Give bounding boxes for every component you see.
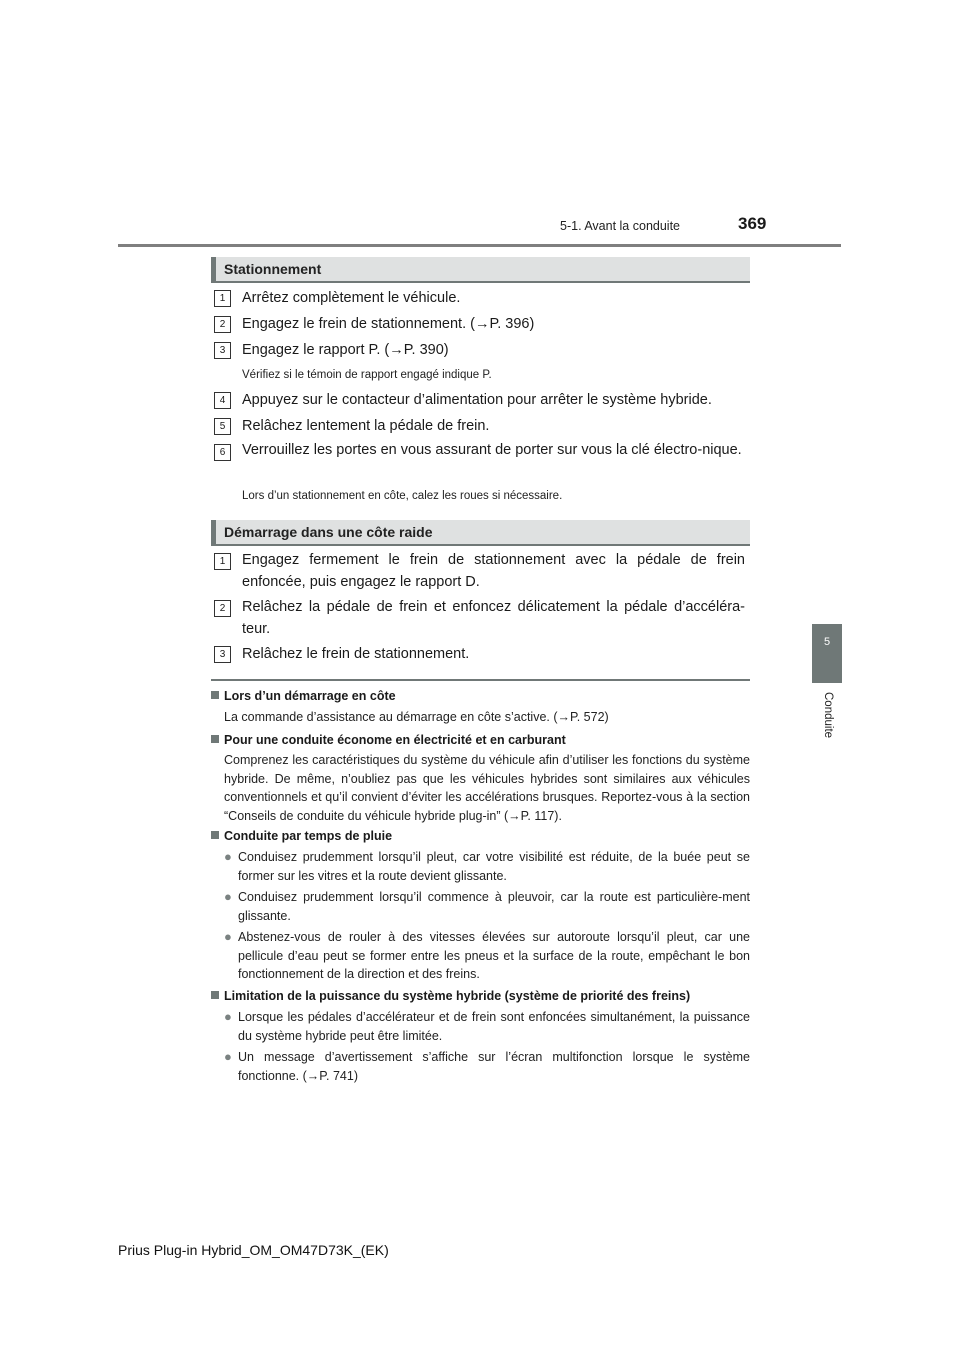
step-note: Vérifiez si le témoin de rapport engagé indique P. — [242, 369, 492, 381]
step-number: 4 — [214, 392, 231, 409]
bullet-text: Abstenez-vous de rouler à des vitesses élevées sur autoroute lorsqu’il pleut, car une pellicule d’eau peut se former entre les pneus et la surface de la route, empêchant le bon fonctionnement de la direction et des freins. — [238, 930, 750, 981]
chapter-tab — [812, 624, 842, 683]
step-number: 5 — [214, 418, 231, 435]
step-number: 2 — [214, 316, 231, 333]
step-number: 6 — [214, 444, 231, 461]
section-header-hill-start — [211, 520, 750, 546]
circle-bullet-icon: ● — [224, 849, 232, 864]
info-text: La commande d’assistance au démarrage en côte s’active. (→P. 572) — [224, 710, 609, 724]
info-heading: Pour une conduite économe en électricité et en carburant — [211, 733, 566, 747]
step-text: Relâchez le frein de stationnement. — [242, 646, 470, 662]
step-number: 3 — [214, 646, 231, 663]
step-text: Arrêtez complètement le véhicule. — [242, 290, 461, 306]
info-text: Comprenez les caractéristiques du système du véhicule afin d’utiliser les fonctions du système hybride. De même, n’oubliez pas que les véhicules hybrides sont similaires aux véhicules conventionnels et qu’il convient d’éviter les accélérations brusques. Reportez-vous à la section “Conseils de conduite du véhicule hybride plug-in” (→P. 117). — [224, 753, 750, 823]
step-text: Engagez le rapport P. (→P. 390) — [242, 342, 449, 358]
circle-bullet-icon: ● — [224, 1049, 232, 1064]
square-bullet-icon — [211, 691, 219, 699]
step-note: Lors d’un stationnement en côte, calez les roues si nécessaire. — [242, 490, 563, 502]
header-rule — [118, 244, 841, 247]
step-text: Verrouillez les portes en vous assurant de porter sur vous la clé électro-nique. — [242, 442, 742, 458]
info-heading: Limitation de la puissance du système hybride (système de priorité des freins) — [211, 989, 690, 1003]
step-text: Relâchez la pédale de frein et enfoncez délicatement la pédale d’accéléra-teur. — [242, 599, 745, 637]
document-id: Prius Plug-in Hybrid_OM_OM47D73K_(EK) — [118, 1242, 389, 1258]
square-bullet-icon — [211, 831, 219, 839]
chapter-label: Conduite — [822, 692, 834, 739]
section-title: Stationnement — [224, 261, 322, 277]
bullet-text: Un message d’avertissement s’affiche sur l’écran multifonction lorsque le système fonctionne. (→P. 741) — [238, 1050, 750, 1083]
step-text: Appuyez sur le contacteur d’alimentation pour arrêter le système hybride. — [242, 392, 712, 408]
bullet-text: Lorsque les pédales d’accélérateur et de frein sont enfoncées simultanément, la puissance du système hybride peut être limitée. — [238, 1010, 750, 1043]
chapter-number: 5 — [823, 636, 831, 648]
square-bullet-icon — [211, 991, 219, 999]
circle-bullet-icon: ● — [224, 929, 232, 944]
section-title: Démarrage dans une côte raide — [224, 524, 433, 540]
section-breadcrumb: 5-1. Avant la conduite — [560, 219, 680, 233]
circle-bullet-icon: ● — [224, 889, 232, 904]
section-header-parking — [211, 257, 750, 283]
step-text: Relâchez lentement la pédale de frein. — [242, 418, 490, 434]
step-number: 1 — [214, 290, 231, 307]
step-number: 1 — [214, 553, 231, 570]
page-number: 369 — [738, 214, 767, 233]
info-heading: Lors d’un démarrage en côte — [211, 689, 396, 703]
bullet-text: Conduisez prudemment lorsqu’il pleut, car votre visibilité est réduite, de la buée peut se former sur les vitres et la route devient glissante. — [238, 850, 750, 883]
step-text: Engagez fermement le frein de stationnement avec la pédale de frein enfoncée, puis engagez le rapport D. — [242, 552, 745, 590]
section-separator — [211, 679, 750, 681]
step-number: 3 — [214, 342, 231, 359]
info-heading: Conduite par temps de pluie — [211, 829, 392, 843]
circle-bullet-icon: ● — [224, 1009, 232, 1024]
step-text: Engagez le frein de stationnement. (→P. 396) — [242, 316, 535, 332]
bullet-text: Conduisez prudemment lorsqu’il commence à pleuvoir, car la route est particulière-ment glissante. — [238, 890, 750, 923]
step-number: 2 — [214, 600, 231, 617]
square-bullet-icon — [211, 735, 219, 743]
